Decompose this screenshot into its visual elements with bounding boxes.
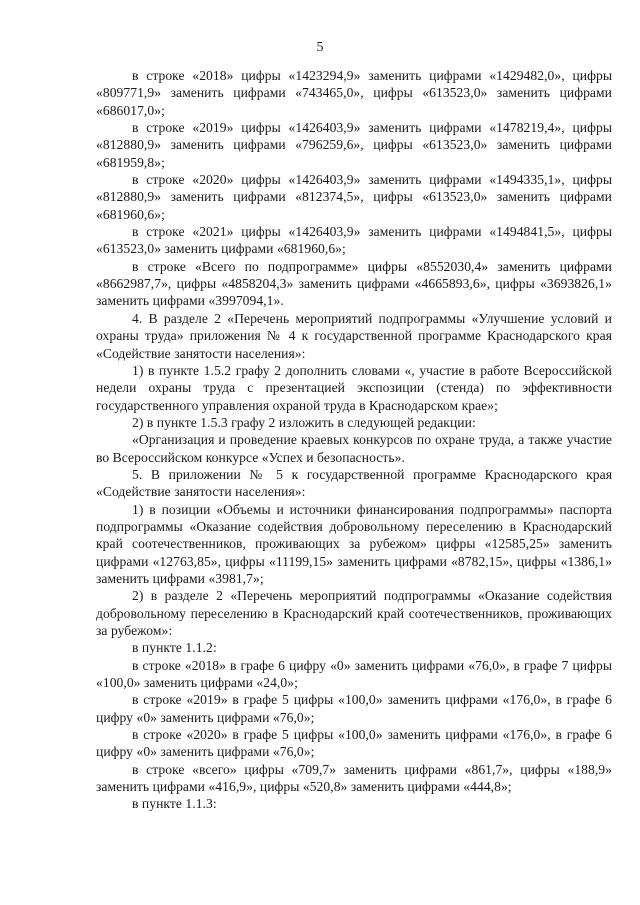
paragraph: в строке «2018» в графе 6 цифру «0» заменить цифрами «76,0», в графе 7 цифры «100,0» заменить цифрами «24,0»; [96,657,612,691]
paragraph: 5. В приложении № 5 к государственной программе Краснодарского края «Содействие занятости населения»: [96,466,612,500]
paragraph: 1) в пункте 1.5.2 графу 2 дополнить словами «, участие в работе Всероссийской недели охраны труда с презентацией экспозиции (стенда) по эффективности государственного управления охраной труда в Краснодарском крае»; [96,362,612,413]
paragraph: в строке «2020» цифры «1426403,9» заменить цифрами «1494335,1», цифры «812880,9» заменить цифрами «812374,5», цифры «613523,0» заменить цифрами «681960,6»; [96,172,612,222]
paragraph: 4. В разделе 2 «Перечень мероприятий подпрограммы «Улучшение условий и охраны труда» приложения № 4 к государственной программе Краснодарского края «Содействие занятости населения»: [96,310,612,361]
paragraph: в строке «2019» цифры «1426403,9» заменить цифрами «1478219,4», цифры «812880,9» заменить цифрами «796259,6», цифры «613523,0» заменить цифрами «681959,8»; [96,120,612,170]
document-body [96,67,612,813]
paragraph: 2) в разделе 2 «Перечень мероприятий подпрограммы «Оказание содействия добровольному переселению в Краснодарский край соотечественников, проживающих за рубежом»: [96,588,612,638]
paragraph: в строке «2021» цифры «1426403,9» заменить цифрами «1494841,5», цифры «613523,0» заменить цифрами «681960,6»; [96,224,612,257]
paragraph: в пункте 1.1.3: [132,796,217,812]
paragraph: в строке «2019» в графе 5 цифры «100,0» заменить цифрами «176,0», в графе 6 цифру «0» заменить цифрами «76,0»; [96,692,612,725]
paragraph: 2) в пункте 1.5.3 графу 2 изложить в следующей редакции: [132,414,476,430]
paragraph: в строке «2018» цифры «1423294,9» заменить цифрами «1429482,0», цифры «809771,9» заменить цифрами «743465,0», цифры «613523,0» заменить цифрами «686017,0»; [96,68,612,118]
paragraph: в строке «Всего по подпрограмме» цифры «8552030,4» заменить цифрами «8662987,7», цифры «4858204,3» заменить цифрами «4665893,6», цифры «3693826,1» заменить цифрами «3997094,1». [96,258,612,309]
paragraph: в пункте 1.1.2: [132,640,217,656]
paragraph: «Организация и проведение краевых конкурсов по охране труда, а также участие во Всероссийском конкурсе «Успех и безопасность». [96,432,612,465]
paragraph: в строке «всего» цифры «709,7» заменить цифрами «861,7», цифры «188,9» заменить цифрами «416,9», цифры «520,8» заменить цифрами «444,8»; [96,761,612,795]
paragraph: в строке «2020» в графе 5 цифры «100,0» заменить цифрами «176,0», в графе 6 цифру «0» заменить цифрами «76,0»; [96,727,612,760]
paragraph: 1) в позиции «Объемы и источники финансирования подпрограммы» паспорта подпрограммы «Оказание содействия добровольному переселению в Краснодарский край соотечественников, проживающих за рубежом» цифры «12585,25» заменить цифрами «12763,85», цифры «11199,15» заменить цифрами «8782,15», цифры «1386,1» заменить цифрами «3981,7»; [96,501,612,586]
page-number: 5 [316,40,324,55]
